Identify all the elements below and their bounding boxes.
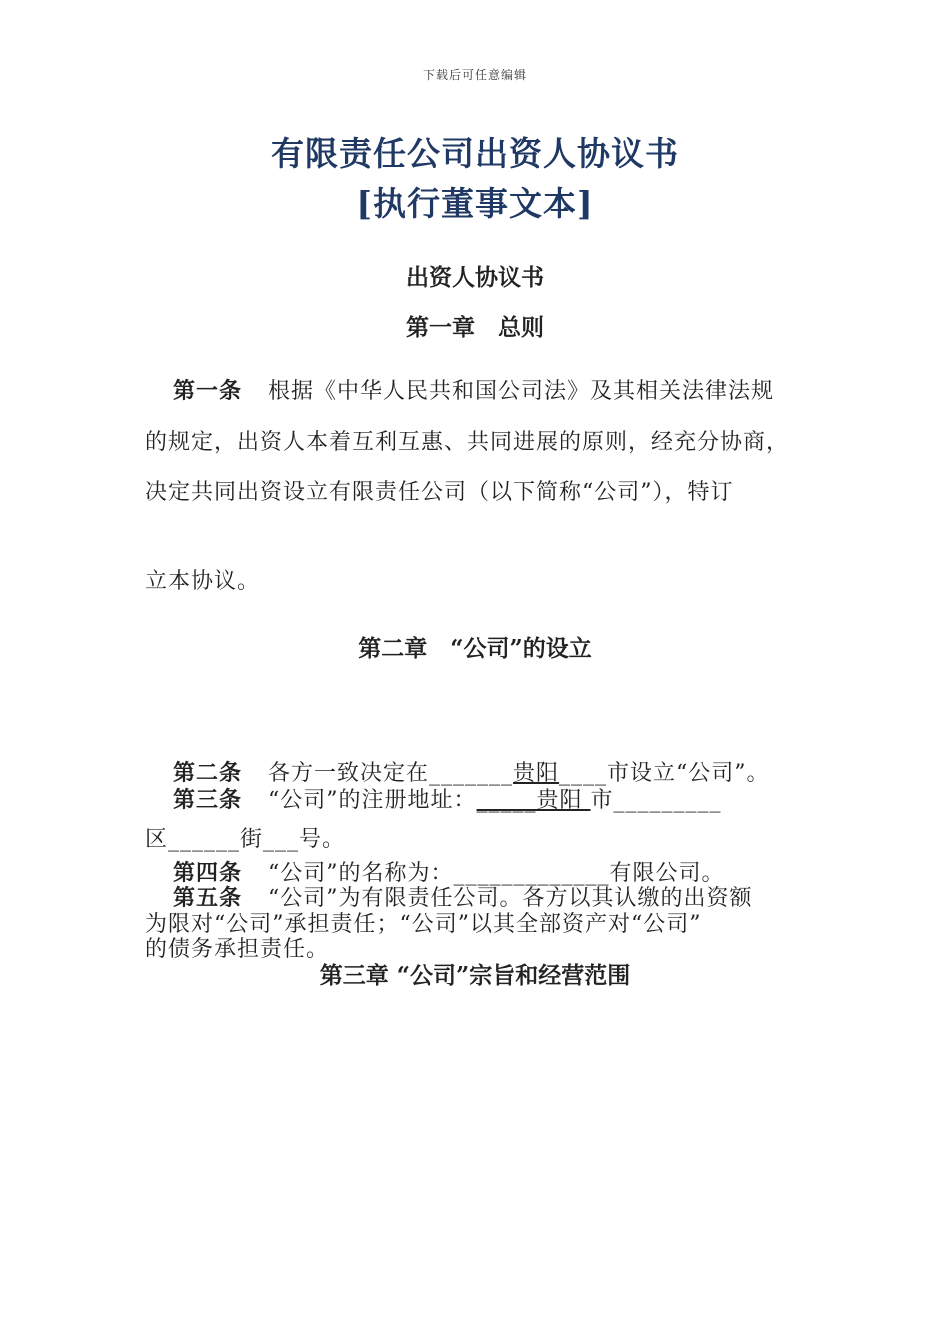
article-5-line-3: 的债务承担责任。 [145,937,330,962]
article-3-blank: _________ [613,788,722,813]
article-5-line-2: 为限对“公司”承担责任；“公司”以其全部资产对“公司” [145,912,702,937]
article-3-text-before: “公司”的注册地址： [268,788,477,813]
article-2-text-before: 各方一致决定在 [268,761,430,786]
article-4-label: 第四条 [173,860,243,886]
article-3-city-field: _____贵阳 [476,788,591,813]
article-2-city: 贵阳 [513,761,560,786]
article-3-label: 第三条 [173,787,243,813]
document-subtitle-version: [执行董事文本] [356,184,594,223]
article-5-label: 第五条 [173,885,243,911]
article-1-line-3: 决定共同出资设立有限责任公司（以下简称“公司”），特订 [145,480,734,505]
article-2-label: 第二条 [173,760,243,786]
article-1-label: 第一条 [173,378,243,404]
article-5-text: “公司”为有限责任公司。各方以其认缴的出资额 [268,886,753,911]
chapter-3-heading: 第三章 “公司”宗旨和经营范围 [319,962,631,989]
article-4-text-before: “公司”的名称为： [268,861,454,886]
article-1-text: 根据《中华人民共和国公司法》及其相关法律法规 [268,379,775,404]
article-4-text-after: 有限公司。 [609,861,725,886]
article-2-blank-suffix: ____ [559,761,608,786]
article-1-line-1 [145,374,774,405]
article-1-line-4: 立本协议。 [145,569,261,594]
document-title: 有限责任公司出资人协议书 [271,134,679,173]
section-heading: 出资人协议书 [406,264,544,291]
article-2-blank-prefix: _______ [429,761,514,786]
article-3-line-1 [145,783,722,814]
article-2-text-after: 市设立“公司”。 [607,761,770,786]
header-note: 下载后可任意编辑 [422,68,527,82]
article-4-blank: _____________ [453,861,610,886]
article-3-line-2: 区______街___号。 [145,827,346,852]
chapter-1-heading: 第一章 总则 [406,314,544,341]
chapter-2-heading: 第二章 “公司”的设立 [358,635,592,662]
article-1-line-2: 的规定，出资人本着互利互惠、共同进展的原则，经充分协商， [145,430,790,455]
article-3-city-suffix: 市 [590,788,614,813]
